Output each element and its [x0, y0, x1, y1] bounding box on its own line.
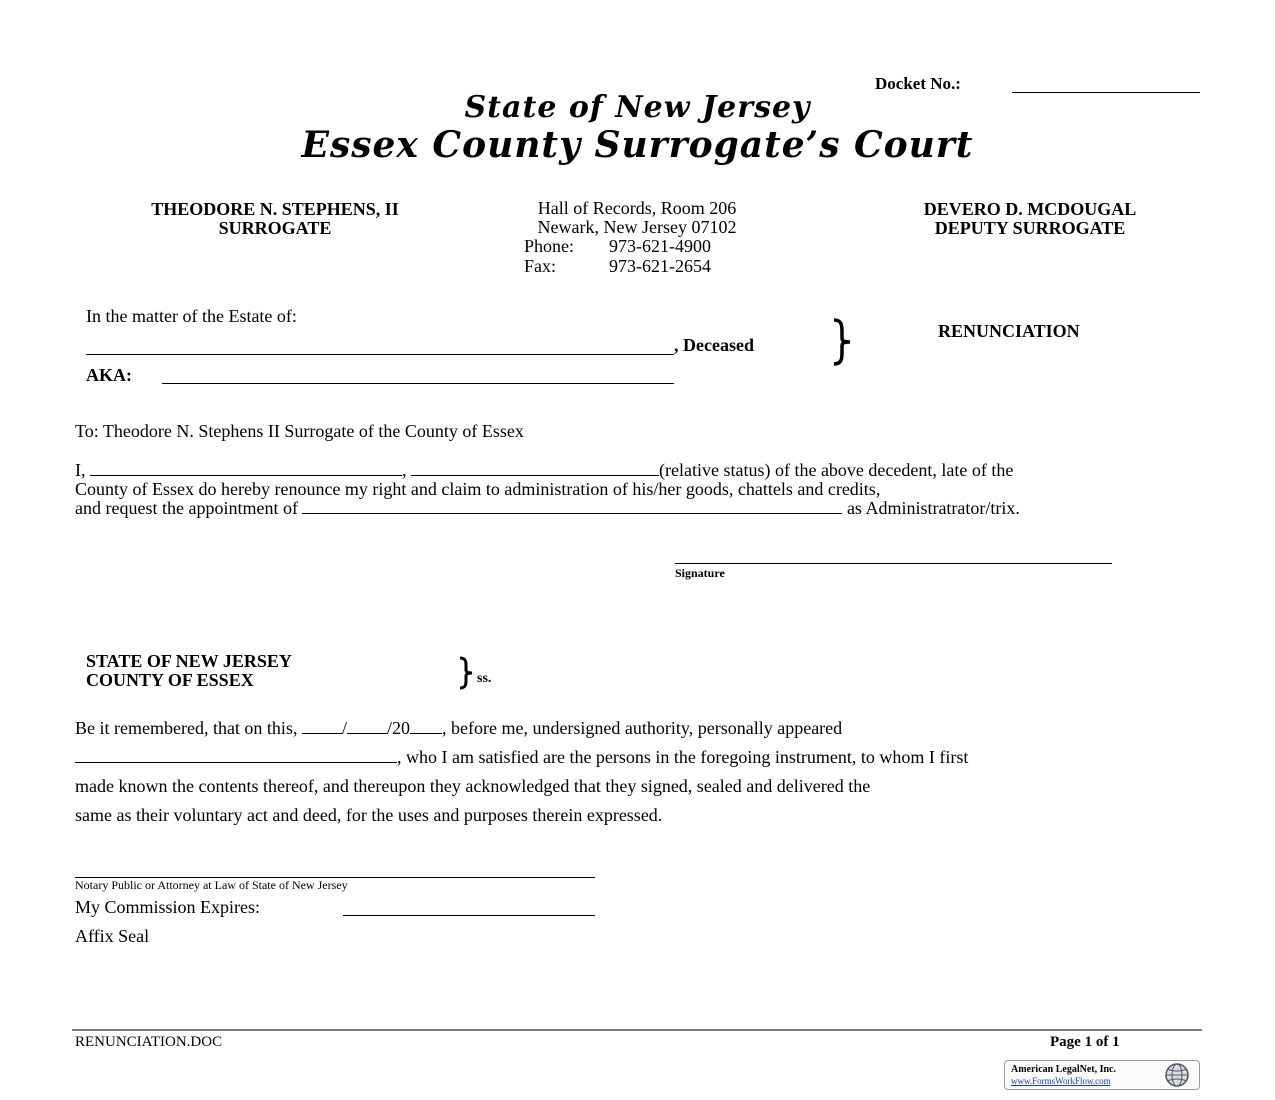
notary-label: Notary Public or Attorney at Law of State of New Jersey — [75, 878, 348, 892]
ack-day-field[interactable] — [347, 732, 387, 734]
footer-rule — [72, 1029, 1202, 1031]
ack-slash-2: /20 — [386, 718, 410, 738]
caption-brace-icon — [826, 318, 856, 366]
aka-label: AKA: — [86, 365, 132, 385]
p1-comma: , — [402, 460, 407, 480]
ack-l2-post: , who I am satisfied are the persons in the foregoing instrument, to whom I first — [397, 747, 969, 767]
footer-page: Page 1 of 1 — [1050, 1034, 1120, 1050]
docket-number-field[interactable] — [1012, 92, 1200, 93]
venue-state: STATE OF NEW JERSEY — [86, 651, 292, 671]
decedent-name-field[interactable] — [86, 354, 674, 355]
ack-month-field[interactable] — [302, 732, 342, 734]
ack-line-2 — [75, 747, 968, 768]
surrogate-title: SURROGATE — [218, 218, 332, 238]
court-title: Essex County Surrogate’s Court — [301, 124, 974, 166]
venue-brace-icon — [455, 656, 475, 690]
signature-label: Signature — [675, 566, 725, 580]
venue-county: COUNTY OF ESSEX — [86, 670, 254, 690]
brand-url[interactable]: www.FormsWorkFlow.com — [1011, 1076, 1111, 1086]
address-line-1: Hall of Records, Room 206 — [537, 198, 737, 218]
surrogate-name: THEODORE N. STEPHENS, II — [151, 199, 399, 219]
renunciation-line-2: County of Essex do hereby renounce my right and claim to administration of his/her goods, chattels and credits, — [75, 479, 881, 499]
footer-filename: RENUNCIATION.DOC — [75, 1034, 223, 1050]
appointee-name-field[interactable] — [302, 512, 842, 514]
globe-icon — [1163, 1062, 1191, 1088]
brand-name: American LegalNet, Inc. — [1011, 1064, 1116, 1075]
document-title: RENUNCIATION — [938, 321, 1080, 341]
p1-line3-post: as Administratrator/trix. — [846, 498, 1020, 518]
aka-field[interactable] — [162, 383, 674, 384]
ack-line-3: made known the contents thereof, and thereupon they acknowledged that they signed, sealed and delivered the — [75, 776, 871, 796]
deputy-title: DEPUTY SURROGATE — [934, 218, 1126, 238]
ack-l1-post: , before me, undersigned authority, personally appeared — [441, 718, 843, 738]
seal-label: Affix Seal — [75, 926, 150, 946]
renouncer-name-field[interactable] — [90, 474, 402, 476]
ack-l1-pre: Be it remembered, that on this, — [75, 718, 298, 738]
phone-value: 973-621-4900 — [609, 236, 711, 256]
fax-value: 973-621-2654 — [609, 256, 711, 276]
fax-label: Fax: — [524, 256, 557, 276]
deceased-label: , Deceased — [674, 335, 754, 355]
p1-relative: (relative status) of the above decedent, late of the — [659, 460, 1014, 480]
ack-slash-1: / — [341, 718, 347, 738]
estate-matter-label: In the matter of the Estate of: — [86, 306, 297, 326]
ack-line-1 — [75, 718, 842, 739]
ack-year-field[interactable] — [410, 732, 442, 734]
brand-badge[interactable] — [1004, 1060, 1200, 1090]
commission-label: My Commission Expires: — [75, 897, 261, 917]
signature-line[interactable] — [675, 563, 1112, 564]
ss-label: ss. — [477, 671, 492, 686]
ack-person-field[interactable] — [75, 761, 397, 763]
renunciation-line-1 — [75, 460, 1013, 481]
commission-expiry-field[interactable] — [343, 915, 595, 916]
p1-i: I, — [75, 460, 86, 480]
renunciation-line-3 — [75, 498, 1020, 519]
phone-label: Phone: — [524, 236, 575, 256]
docket-label: Docket No.: — [875, 74, 961, 93]
p1-line3-pre: and request the appointment of — [75, 498, 298, 518]
address-line-2: Newark, New Jersey 07102 — [537, 217, 737, 237]
relative-status-field[interactable] — [411, 474, 659, 476]
state-title: State of New Jersey — [464, 90, 811, 125]
addressee-line: To: Theodore N. Stephens II Surrogate of the County of Essex — [75, 421, 524, 441]
deputy-name: DEVERO D. MCDOUGAL — [923, 199, 1137, 219]
ack-line-4: same as their voluntary act and deed, for the uses and purposes therein expressed. — [75, 805, 663, 825]
